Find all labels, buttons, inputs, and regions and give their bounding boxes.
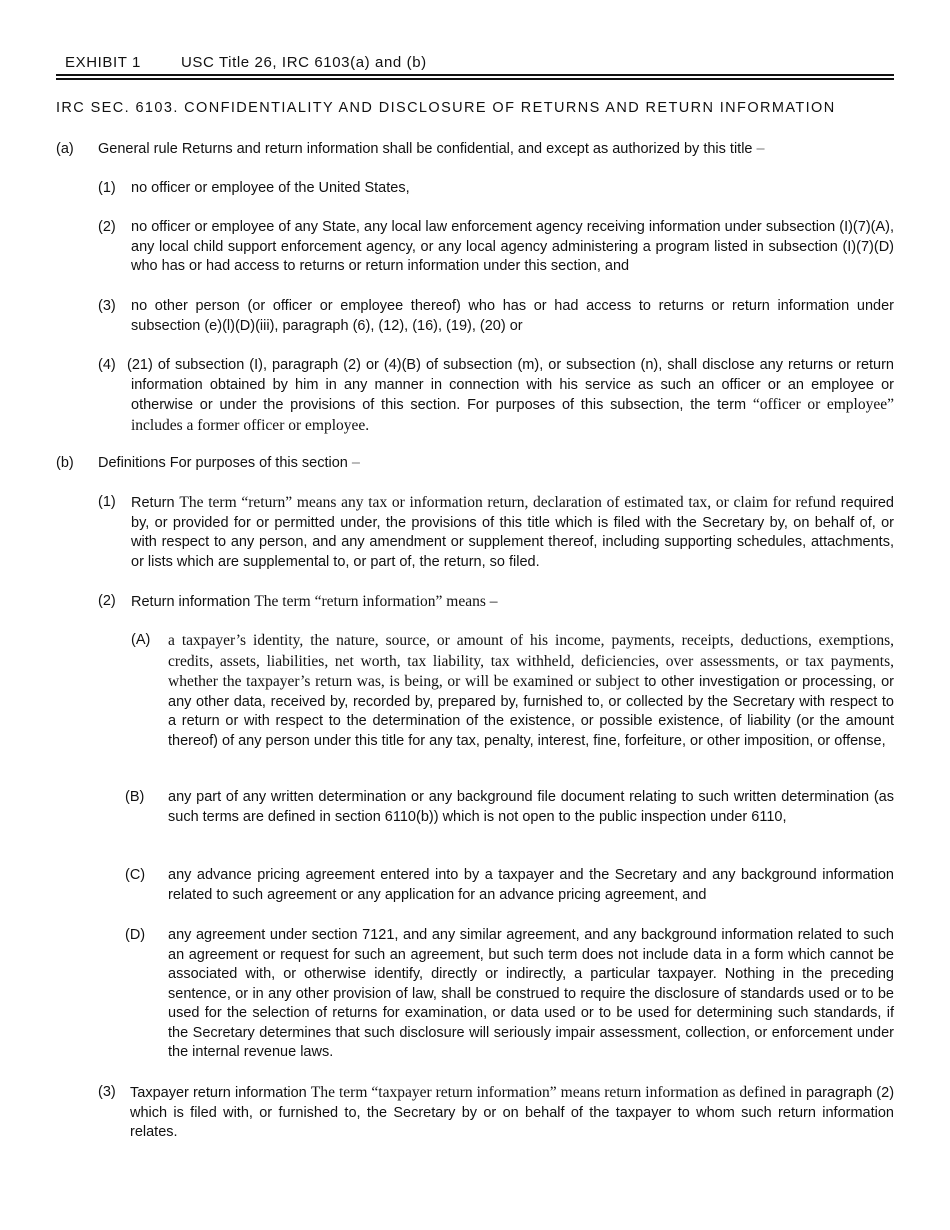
b-item-2-label: (2) <box>98 593 116 609</box>
a-item-2 <box>98 218 894 277</box>
b-item-3-text: paragraph (2) which is filed with, or furnished to, the Secretary by or on behalf of the taxpayer to whom such return information relates. <box>130 1085 895 1140</box>
a-item-4-label: (4) <box>98 357 116 373</box>
a-item-1 <box>98 179 894 199</box>
subsection-a <box>56 140 894 160</box>
header-title: USC Title 26, IRC 6103(a) and (b) <box>181 54 427 71</box>
a-item-4-text: (21) of subsection (I), paragraph (2) or (4)(B) of subsection (m), or subsection (n), shall disclose any returns or return information obtained by him in any manner in connection with his service as such an officer or an employee or otherwise or under the provisions of this section. For purposes of this subsection, the term <box>127 357 894 413</box>
header-rule-thin <box>56 74 894 76</box>
subsection-b-dash: – <box>351 455 360 471</box>
subsection-b-text: Definitions For purposes of this section <box>98 455 348 471</box>
b-item-2 <box>98 592 894 613</box>
b-2-sub-D-label: (D) <box>125 927 146 943</box>
b-2-sub-A-label: (A) <box>131 632 151 648</box>
b-2-sub-B-label: (B) <box>125 789 145 805</box>
section-title: IRC SEC. 6103. CONFIDENTIALITY AND DISCLOSURE OF RETURNS AND RETURN INFORMATION <box>56 100 836 116</box>
b-2-sub-A-serif: a taxpayer’s identity, the nature, source, or amount of his income, payments, receipts, deductions, exemptions, credits, assets, liabilities, net worth, tax liability, tax withheld, deficiencies, over assessments, or tax payments, whether the taxpayer’s return was, is being, or will be examined or subject <box>168 632 894 690</box>
b-item-2-lead: Return information <box>131 594 251 610</box>
page-header <box>56 54 894 71</box>
exhibit-label: EXHIBIT 1 <box>65 54 141 71</box>
b-2-sub-A-text: to other investigation or processing, or any other data, received by, recorded by, prepared by, furnished to, or collected by the Secretary with respect to a return or with respect to the determination of the existence, or possible existence, of liability (or the amount thereof) of any person under this title for any tax, penalty, interest, fine, forfeiture, or other imposition, or offense, <box>168 674 895 749</box>
b-2-sub-C-text: any advance pricing agreement entered into by a taxpayer and the Secretary and any background information related to such agreement or any application for an advance pricing agreement, and <box>168 867 894 903</box>
a-item-3-text: no other person (or officer or employee thereof) who has or had access to returns or return information under subsection (e)(l)(D)(iii), paragraph (6), (12), (16), (19), (20) or <box>131 298 894 334</box>
b-2-sub-C-label: (C) <box>125 867 146 883</box>
subsection-b <box>56 454 894 474</box>
subsection-a-text: General rule Returns and return information shall be confidential, and except as authorized by this title <box>98 141 753 157</box>
b-2-sub-D-text: any agreement under section 7121, and any similar agreement, and any background information related to such an agreement or request for such an agreement, but such term does not include data in a form which cannot be associated with, or otherwise identify, directly or indirectly, a particular taxpayer. Nothing in the preceding sentence, or in any other provision of law, shall be construed to require the disclosure of standards used or to be used for the selection of returns for examination, or data used or to be used for determining such standards, if the Secretary determines that such disclosure will seriously impair assessment, collection, or enforcement under the internal revenue laws. <box>168 927 894 1060</box>
a-item-3-label: (3) <box>98 298 116 314</box>
a-item-4 <box>98 356 894 436</box>
a-item-2-label: (2) <box>98 219 116 235</box>
header-rule-thick <box>56 78 894 80</box>
subsection-a-dash: – <box>756 141 765 157</box>
b-2-sub-B <box>125 788 894 827</box>
b-2-sub-B-text: any part of any written determination or any background file document relating to such written determination (as such terms are defined in section 6110(b)) which is not open to the public inspection under 6110, <box>168 789 894 825</box>
a-item-1-text: no officer or employee of the United States, <box>131 180 410 196</box>
b-item-1-label: (1) <box>98 494 116 510</box>
b-2-sub-D <box>125 926 894 1063</box>
b-2-sub-A <box>131 631 894 751</box>
a-item-3 <box>98 297 894 336</box>
a-item-2-text: no officer or employee of any State, any local law enforcement agency receiving information under subsection (I)(7)(A), any local child support enforcement agency, or any local agency administering a program listed in subsection (I)(7)(D) who has or had access to returns or return information under this section, and <box>131 219 894 274</box>
b-item-1-text: required by, or provided for or permitted under, the provisions of this title which is filed with the Secretary by, on behalf of, or with respect to any person, and any amendment or supplement thereof, including supporting schedules, attachments, or lists which are supplemental to, or part of, the return, so filed. <box>131 495 894 570</box>
a-item-1-label: (1) <box>98 180 116 196</box>
subsection-b-label: (b) <box>56 455 74 471</box>
subsection-a-label: (a) <box>56 141 74 157</box>
b-item-1 <box>98 493 894 572</box>
b-item-3-lead: Taxpayer return information <box>130 1085 307 1101</box>
b-item-2-tail: The term “return information” means – <box>254 593 498 610</box>
b-item-3-tail: The term “taxpayer return information” means return information as defined in <box>310 1084 802 1101</box>
b-item-1-lead: Return <box>131 495 175 511</box>
b-item-3 <box>98 1083 894 1143</box>
b-2-sub-C <box>125 866 894 905</box>
b-item-3-label: (3) <box>98 1084 116 1100</box>
b-item-1-tail: The term “return” means any tax or information return, declaration of estimated tax, or claim for refund <box>179 494 836 511</box>
a-item-4-tail: “officer or employee” includes a former officer or employee. <box>131 396 895 434</box>
